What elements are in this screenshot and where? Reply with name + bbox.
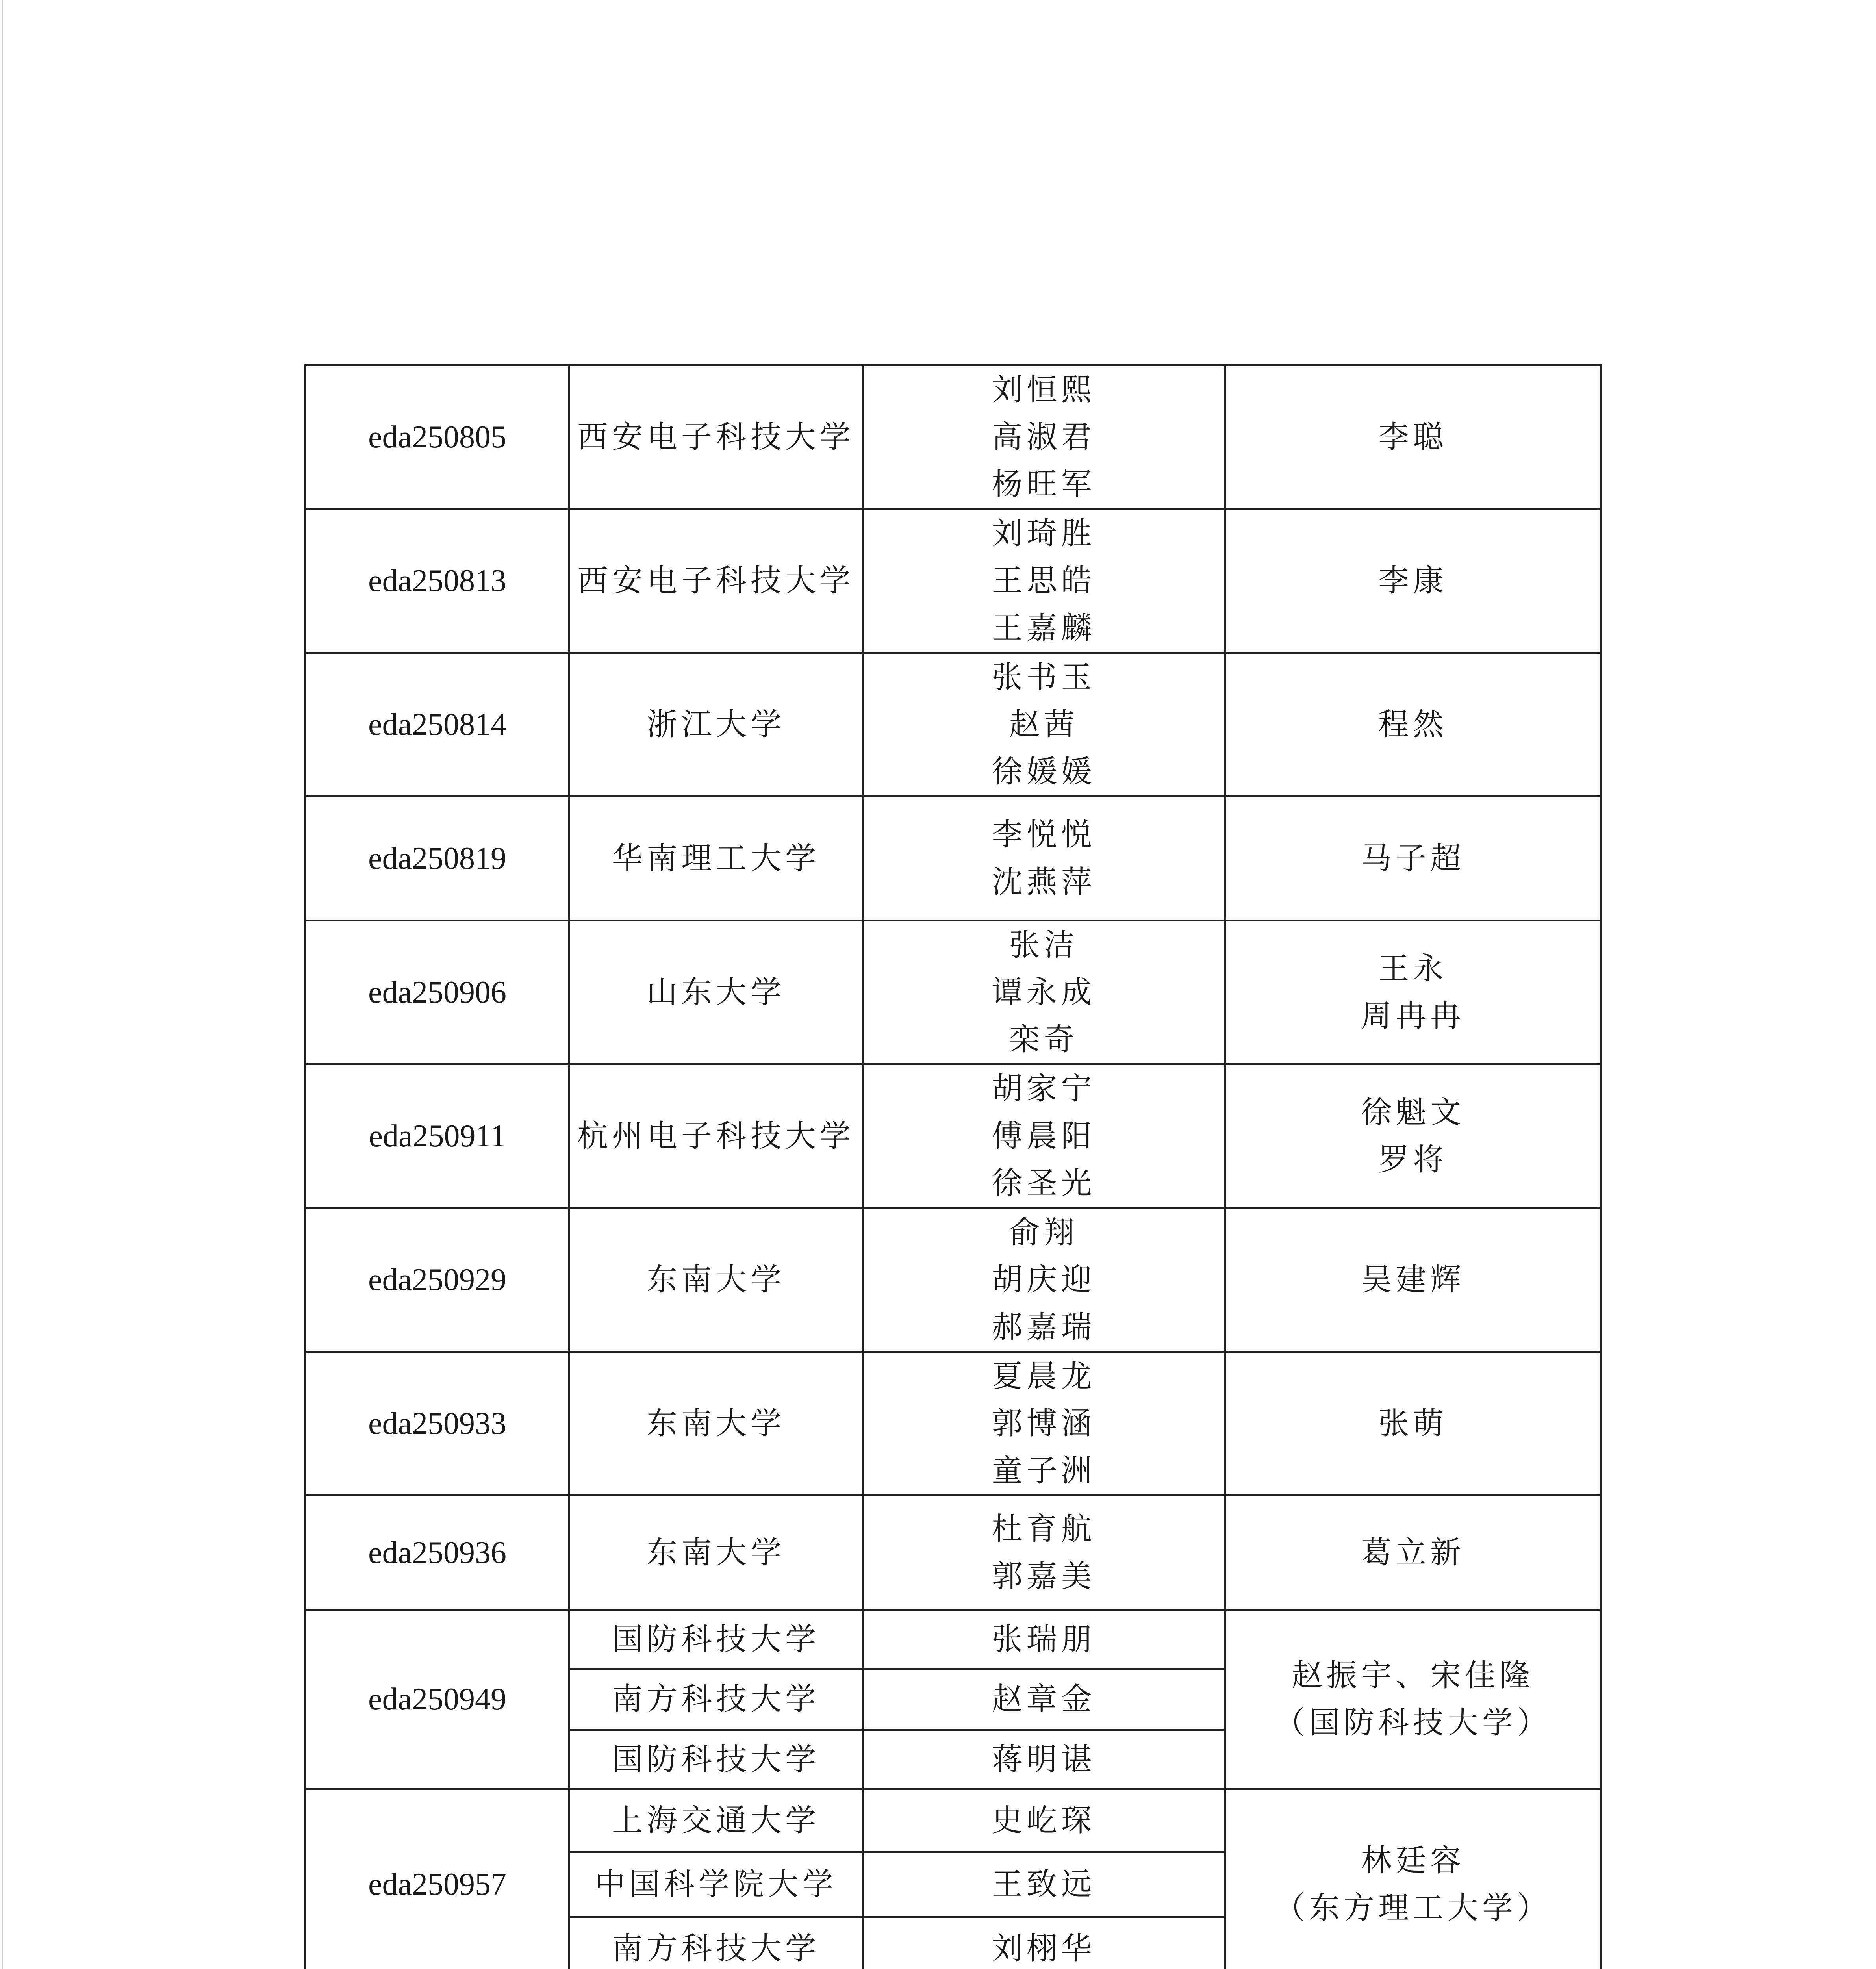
cell-text-line: 谭永成 [992, 975, 1096, 1010]
cell-text-line: 傅晨阳 [992, 1118, 1096, 1154]
team-code-cell: eda250929 [306, 1208, 569, 1352]
cell-text-line: 夏晨龙 [992, 1359, 1096, 1394]
university-cell: 杭州电子科技大学 [569, 1064, 863, 1208]
team-members-cell [863, 921, 1225, 1064]
team-code-cell: eda250906 [306, 921, 569, 1064]
cell-text-line: 张瑞朋 [992, 1621, 1096, 1657]
advisor-cell [1225, 1352, 1601, 1496]
team-code-cell: eda250911 [306, 1064, 569, 1208]
table-row [306, 509, 1601, 653]
cell-text-line: （国防科技大学） [1274, 1705, 1552, 1741]
team-code-cell: eda250936 [306, 1496, 569, 1610]
advisor-cell [1225, 1496, 1601, 1610]
table-row [306, 1064, 1601, 1208]
cell-text-line: 李悦悦 [992, 817, 1096, 853]
advisor-cell [1225, 921, 1601, 1064]
cell-text-line: 徐魁文 [1361, 1095, 1465, 1130]
team-members-cell [863, 1917, 1225, 1969]
team-members-cell [863, 1852, 1225, 1917]
cell-text-line: 罗将 [1378, 1142, 1448, 1177]
university-cell: 山东大学 [569, 921, 863, 1064]
advisor-cell [1225, 797, 1601, 921]
team-members-cell [863, 797, 1225, 921]
table-row [306, 653, 1601, 797]
university-cell: 东南大学 [569, 1496, 863, 1610]
team-members-cell [863, 653, 1225, 797]
cell-text-line: 赵章金 [992, 1682, 1096, 1717]
cell-text-line: 张洁 [1009, 927, 1079, 963]
advisor-cell [1225, 653, 1601, 797]
university-cell: 东南大学 [569, 1208, 863, 1352]
team-code-cell: eda250814 [306, 653, 569, 797]
table-row [306, 1496, 1601, 1610]
table-row [306, 1610, 1601, 1669]
cell-text-line: 俞翔 [1009, 1215, 1079, 1250]
team-code-cell: eda250957 [306, 1789, 569, 1969]
cell-text-line: 马子超 [1361, 841, 1465, 876]
team-code-cell: eda250813 [306, 509, 569, 653]
advisor-cell [1225, 1610, 1601, 1789]
cell-text-line: 王嘉麟 [992, 610, 1096, 646]
cell-text-line: 葛立新 [1361, 1535, 1465, 1570]
cell-text-line: 郭嘉美 [992, 1558, 1096, 1594]
cell-text-line: 徐圣光 [992, 1166, 1096, 1201]
team-members-cell [863, 365, 1225, 509]
university-cell: 中国科学院大学 [569, 1852, 863, 1917]
university-cell: 南方科技大学 [569, 1917, 863, 1969]
team-members-cell [863, 1064, 1225, 1208]
cell-text-line: 王致远 [992, 1867, 1096, 1902]
cell-text-line: 赵茜 [1009, 707, 1079, 742]
table-row [306, 365, 1601, 509]
team-members-cell [863, 1730, 1225, 1789]
university-cell: 南方科技大学 [569, 1669, 863, 1730]
cell-text-line: 李聪 [1378, 419, 1448, 455]
cell-text-line: 王思皓 [992, 563, 1096, 599]
cell-text-line: 郝嘉瑞 [992, 1309, 1096, 1345]
cell-text-line: 林廷容 [1361, 1843, 1465, 1878]
cell-text-line: 吴建辉 [1361, 1262, 1465, 1298]
cell-text-line: 史屹琛 [992, 1802, 1096, 1838]
table-row [306, 797, 1601, 921]
cell-text-line: 沈燕萍 [992, 864, 1096, 900]
team-code-cell: eda250933 [306, 1352, 569, 1496]
cell-text-line: 胡庆迎 [992, 1262, 1096, 1298]
advisor-cell [1225, 1208, 1601, 1352]
scan-edge [2, 0, 3, 1969]
cell-text-line: 栾奇 [1009, 1022, 1079, 1057]
team-members-cell [863, 1496, 1225, 1610]
university-cell: 上海交通大学 [569, 1789, 863, 1852]
team-code-cell: eda250805 [306, 365, 569, 509]
university-cell: 东南大学 [569, 1352, 863, 1496]
team-members-cell [863, 1352, 1225, 1496]
table-row [306, 921, 1601, 1064]
results-table [304, 364, 1602, 1969]
university-cell: 西安电子科技大学 [569, 509, 863, 653]
advisor-cell [1225, 1064, 1601, 1208]
cell-text-line: 胡家宁 [992, 1071, 1096, 1107]
cell-text-line: 高淑君 [992, 419, 1096, 455]
table-row [306, 1352, 1601, 1496]
team-members-cell [863, 509, 1225, 653]
cell-text-line: （东方理工大学） [1274, 1890, 1552, 1926]
table-body [306, 365, 1601, 1969]
cell-text-line: 周冉冉 [1361, 998, 1465, 1034]
cell-text-line: 赵振宇、宋佳隆 [1291, 1658, 1534, 1693]
cell-text-line: 刘琦胜 [992, 516, 1096, 551]
university-cell: 西安电子科技大学 [569, 365, 863, 509]
cell-text-line: 刘恒熙 [992, 372, 1096, 408]
university-cell: 浙江大学 [569, 653, 863, 797]
university-cell: 国防科技大学 [569, 1610, 863, 1669]
university-cell: 华南理工大学 [569, 797, 863, 921]
cell-text-line: 童子洲 [992, 1453, 1096, 1489]
advisor-cell [1225, 365, 1601, 509]
team-members-cell [863, 1789, 1225, 1852]
team-members-cell [863, 1610, 1225, 1669]
cell-text-line: 郭博涵 [992, 1406, 1096, 1441]
cell-text-line: 杨旺军 [992, 467, 1096, 502]
cell-text-line: 张萌 [1378, 1406, 1448, 1441]
table-row [306, 1789, 1601, 1852]
cell-text-line: 蒋明谌 [992, 1741, 1096, 1777]
advisor-cell [1225, 509, 1601, 653]
team-members-cell [863, 1669, 1225, 1730]
cell-text-line: 徐媛媛 [992, 754, 1096, 790]
cell-text-line: 王永 [1378, 951, 1448, 986]
table-row [306, 1208, 1601, 1352]
team-members-cell [863, 1208, 1225, 1352]
cell-text-line: 杜育航 [992, 1511, 1096, 1547]
advisor-cell [1225, 1789, 1601, 1969]
team-code-cell: eda250819 [306, 797, 569, 921]
cell-text-line: 张书玉 [992, 660, 1096, 695]
university-cell: 国防科技大学 [569, 1730, 863, 1789]
cell-text-line: 李康 [1378, 563, 1448, 599]
cell-text-line: 程然 [1378, 707, 1448, 742]
team-code-cell: eda250949 [306, 1610, 569, 1789]
cell-text-line: 刘栩华 [992, 1930, 1096, 1966]
